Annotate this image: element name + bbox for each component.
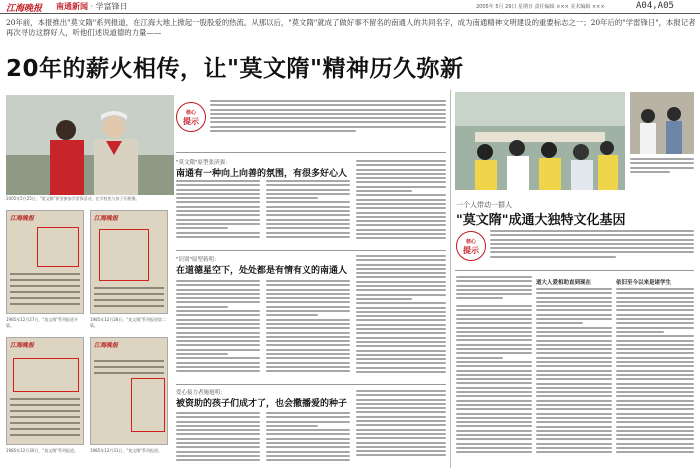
clipping-caption: 1985年12月30日，"莫文隋"系列报道。 bbox=[6, 448, 79, 453]
divider bbox=[455, 270, 694, 271]
newspaper-brand: 江海晚报 bbox=[6, 4, 43, 14]
page-headline: 20年的薪火相传，让"莫文隋"精神历久弥新 bbox=[6, 56, 464, 82]
badge-line-2: 提示 bbox=[183, 117, 199, 126]
section-tag: 南通新闻 · 学富锋日 bbox=[56, 2, 128, 11]
divider bbox=[176, 384, 446, 385]
clipping-flag: 江海晚报 bbox=[10, 342, 35, 349]
side-subhead-1: 道大人爱相助直到现在 bbox=[536, 280, 592, 286]
newspaper-clipping bbox=[90, 337, 168, 445]
side-title: "莫文隋"成通大独特文化基因 bbox=[456, 213, 626, 228]
column-name: 学富锋日 bbox=[95, 2, 128, 11]
story-1-col-3 bbox=[356, 160, 446, 242]
badge-line-2: 提示 bbox=[463, 246, 479, 255]
side-core-tip-text bbox=[490, 230, 694, 266]
divider bbox=[176, 250, 446, 251]
masthead bbox=[0, 0, 700, 14]
side-subhead-2: 依旧至今以来是诸学生 bbox=[616, 280, 672, 286]
page-number: A04,A05 bbox=[636, 1, 674, 11]
newspaper-clipping bbox=[6, 210, 84, 314]
badge-line-1: 核心 bbox=[465, 239, 476, 245]
story-2-col-1 bbox=[176, 280, 260, 380]
lead-paragraph: 20年前，本报推出"莫文隋"系列报道，在江海大地上掀起一股股爱的热流。从那以后，"莫文隋"就成了做好事不留名的南通人的共同名字，成为南通精神文明建设的重要标志之一；20年后的"学雷锋日"，本报记者再次寻访这群好人，听他们述说道德的力量—— bbox=[6, 18, 696, 37]
story-2-col-2 bbox=[266, 280, 350, 380]
core-tip-text bbox=[210, 100, 446, 144]
clipping-flag: 江海晚报 bbox=[10, 215, 35, 222]
clipping-caption: 1985年12月27日，"莫文隋"系列报道开篇。 bbox=[6, 317, 79, 328]
students-photo bbox=[630, 92, 694, 154]
newspaper-clipping bbox=[6, 337, 84, 445]
side-kicker: 一个人带动一群人 bbox=[456, 201, 512, 209]
date-line: 2005年 5月 29日 星期日 责任编辑 ××× 美术编辑 ××× bbox=[476, 4, 605, 10]
story-1-col-2 bbox=[266, 180, 350, 242]
story-1-kicker: "莫文隋"原型张济强： bbox=[176, 160, 231, 166]
story-3-col-3 bbox=[356, 390, 446, 468]
clipping-flag: 江海晚报 bbox=[94, 215, 119, 222]
story-3-title: 被资助的孩子们成才了，也会撒播爱的种子 bbox=[176, 399, 348, 409]
lead-photo bbox=[6, 95, 174, 195]
divider bbox=[176, 152, 446, 153]
story-1-title: 南通有一种向上向善的氛围，有很多好心人 bbox=[176, 169, 348, 179]
core-tip-badge bbox=[456, 231, 486, 261]
clipping-caption: 1985年12月28日，"莫文隋"系列报道第二篇。 bbox=[90, 317, 167, 328]
badge-line-1: 核心 bbox=[185, 110, 196, 116]
lead-photo-caption: 2005年5月25日，"莫文隋"原型参加学雷锋活动，在学校里与孩子们相聚。 bbox=[6, 196, 140, 201]
side-col-1 bbox=[456, 276, 532, 466]
clipping-caption: 1985年12月31日，"莫文隋"系列报道。 bbox=[90, 448, 163, 453]
newspaper-clipping bbox=[90, 210, 168, 314]
story-2-title: 在道德星空下，处处都是有情有义的南通人 bbox=[176, 266, 348, 276]
clipping-flag: 江海晚报 bbox=[94, 342, 119, 349]
side-col-2 bbox=[536, 288, 612, 466]
story-3-col-1 bbox=[176, 412, 260, 468]
photo-caption-lines bbox=[630, 158, 694, 188]
classroom-photo bbox=[455, 92, 625, 190]
side-col-3 bbox=[616, 288, 694, 466]
section-name: 南通新闻 bbox=[56, 2, 88, 11]
story-1-col-1 bbox=[176, 180, 260, 242]
story-2-col-3 bbox=[356, 255, 446, 380]
story-2-kicker: "识别"原型蒋明： bbox=[176, 257, 220, 263]
story-3-col-2 bbox=[266, 412, 350, 468]
page-gutter bbox=[450, 90, 451, 468]
core-tip-badge bbox=[176, 102, 206, 132]
story-3-kicker: 爱心接力者施旭明： bbox=[176, 390, 226, 396]
